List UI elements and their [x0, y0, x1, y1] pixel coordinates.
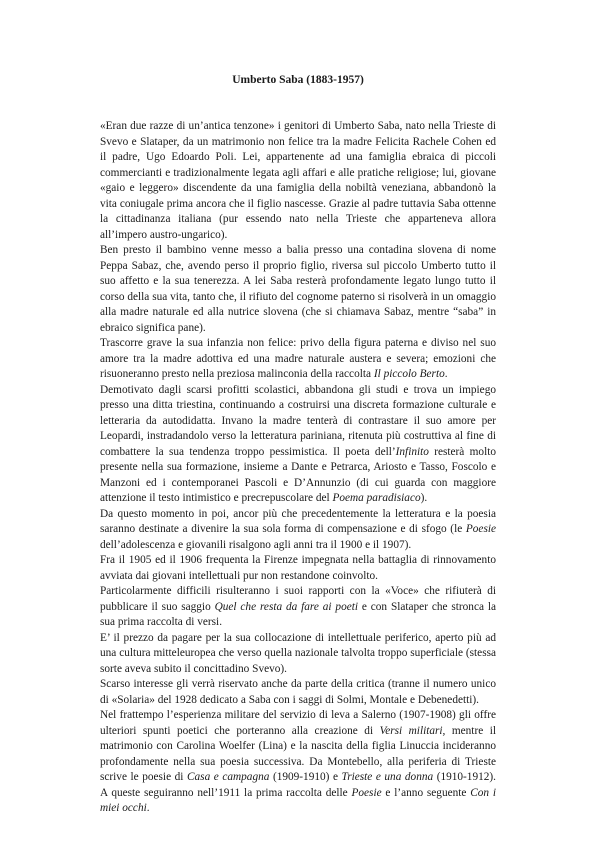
- paragraph-text: resterà molto presente nella sua formazione, insieme a Dante e Petrarca, Ariosto e Tasso, Foscolo e Manzoni ed i contemporanei Pascoli e D’Annunzio (di cui guarda con maggiore attenzione il testo intimistico e precrepuscolare del: [100, 445, 496, 504]
- paragraph-text: ).: [420, 492, 428, 504]
- paragraph-text: Da questo momento in poi, ancor più che precedentemente la letteratura e la poesia saranno destinate a divenire la sua sola forma di compensazione e di sfogo (le: [100, 507, 496, 535]
- italic-title-text: Poema paradisiaco: [332, 492, 421, 504]
- paragraph-text: Demotivato dagli scarsi profitti scolastici, abbandona gli studi e trova un impiego presso una ditta triestina, continuando a costruirsi una discreta formazione culturale e letteraria da autodidatta. Invano la madre tenterà di contrastare il suo amore per Leopardi, instradandolo verso la letteratura pariniana, ritenuta più costruttiva al fine di combattere la sua tendenza troppo pessimistica. Il poeta dell’: [100, 383, 496, 458]
- paragraph-text: dell’adolescenza e giovanili risalgono agli anni tra il 1900 e il 1907).: [100, 538, 412, 551]
- paragraph-text: e con Slataper che stronca la sua prima raccolta di versi.: [100, 600, 496, 628]
- paragraph: [100, 336, 496, 383]
- paragraph-text: e l’anno seguente: [381, 786, 471, 799]
- italic-title-text: Infinito: [395, 445, 429, 458]
- italic-title-text: Versi militari,: [379, 724, 446, 737]
- paragraph-text: .: [444, 368, 448, 380]
- paragraph: [100, 243, 496, 336]
- paragraph: [100, 507, 496, 554]
- paragraph-text: (1910-1912). A queste seguiranno nell’1911 la prima raccolta delle: [100, 771, 496, 799]
- paragraph: [100, 708, 496, 817]
- paragraph-text: Scarso interesse gli verrà riservato anche da parte della critica (tranne il numero unico di «Solaria» del 1928 dedicato a Saba con i saggi di Solmi, Montale e Debenedetti).: [100, 678, 496, 706]
- italic-title-text: Poesie: [465, 523, 496, 535]
- page-title: Umberto Saba (1883-1957): [232, 74, 364, 86]
- paragraph-text: mentre il matrimonio con Carolina Woelfer (Lina) e la nascita della figlia Linuccia incideranno profondamente nella sua poesia successiva. Da Montebello, alla periferia di Trieste scrive le poesie di: [100, 724, 496, 783]
- document-body: [100, 119, 496, 817]
- paragraph: [100, 383, 496, 507]
- paragraph: [100, 584, 496, 631]
- paragraph-text: Ben presto il bambino venne messo a balia presso una contadina slovena di nome Peppa Sabaz, che, avendo perso il proprio figlio, riversa sul piccolo Umberto tutto il suo affetto e la sua tenerezza. A lei Saba resterà profondamente legato lungo tutto il corso della sua vita, tanto che, il rifiuto del cognome paterno si risolverà in un omaggio alla madre naturale ed alla nutrice slovena (che si chiamava Sabaz, mentre “saba” in ebraico significa pane).: [100, 244, 496, 334]
- italic-title-text: Il piccolo Berto: [373, 368, 445, 380]
- paragraph-text: (1909-1910) e: [269, 771, 342, 783]
- paragraph-text: Particolarmente difficili risulteranno i suoi rapporti con la «Voce» che rifiuterà di pubblicare il suo saggio: [100, 585, 496, 613]
- italic-title-text: Con i miei occhi: [100, 786, 497, 814]
- paragraph-text: .: [146, 802, 150, 814]
- paragraph: [100, 553, 496, 584]
- paragraph-text: E’ il prezzo da pagare per la sua collocazione di intellettuale periferico, aperto più ad una cultura mitteleuropea che verso quella nazionale talvolta troppo superficiale (stessa sorte aveva subito il concittadino Svevo).: [100, 631, 496, 675]
- italic-title-text: Casa e campagna: [186, 771, 270, 783]
- paragraph: [100, 677, 496, 708]
- paragraph-text: «Eran due razze di un’antica tenzone» i genitori di Umberto Saba, nato nella Trieste di Svevo e Slataper, da un matrimonio non felice tra la madre Felicita Rachele Cohen ed il padre, Ugo Edoardo Poli. Lei, appartenente ad una famiglia ebraica di piccoli commercianti e tradizionalmente legata agli affari e alle pratiche religiose; lui, giovane «gaio e leggero» discendente da una famiglia della nobiltà veneziana, abbandonò la vita coniugale prima ancora che il figlio nascesse. Grazie al padre tuttavia Saba ottenne la cittadinanza italiana (pur essendo nato nella Trieste che apparteneva allora all’impero austro-ungarico).: [100, 120, 496, 241]
- paragraph: [100, 119, 496, 243]
- paragraph-text: Trascorre grave la sua infanzia non felice: privo della figura paterna e diviso nel suo amore tra la madre adottiva ed una madre naturale austera e severa; emozioni che risuoneranno presto nella preziosa malinconia della raccolta: [100, 337, 496, 380]
- paragraph: [100, 631, 496, 678]
- paragraph-text: Fra il 1905 ed il 1906 frequenta la Firenze impegnata nella battaglia di rinnovamento avviata dai giovani intellettuali pur non restandone coinvolto.: [100, 554, 496, 582]
- italic-title-text: Quel che resta da fare ai poeti: [214, 600, 359, 613]
- paragraph-text: Nel frattempo l’esperienza militare del servizio di leva a Salerno (1907-1908) gli offre ulteriori spunti poetici che porteranno alla creazione di: [100, 709, 496, 737]
- italic-title-text: Trieste e una donna: [341, 771, 434, 783]
- italic-title-text: Poesie: [351, 786, 382, 799]
